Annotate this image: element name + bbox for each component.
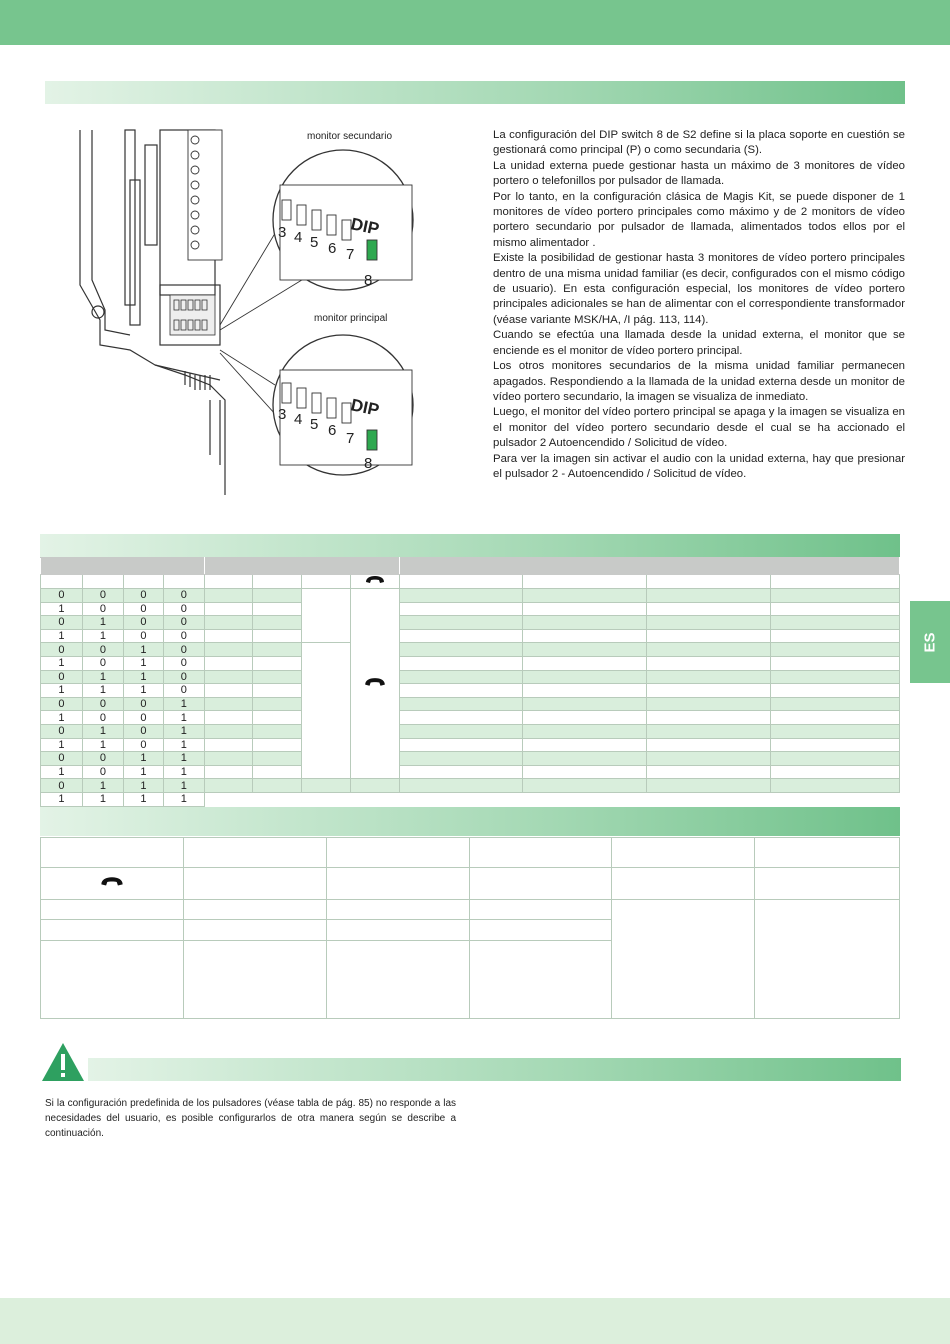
dip-value-cell: 0 [41,589,83,603]
dip-value-cell: 1 [163,738,204,752]
dip-value-cell: 1 [163,724,204,738]
table-row [41,684,900,698]
dip-value-cell: 0 [123,738,163,752]
table-header-row [41,558,900,575]
table-row [41,629,900,643]
table-subheader-row [41,575,900,589]
dip-value-cell: 1 [123,765,163,779]
dip-value-cell: 1 [163,711,204,725]
paragraph: Luego, el monitor del vídeo portero principal se apaga y la imagen se visualiza en el monitor del vídeo portero secundario desde el cual se ha accionado el pulsador 2 Autoencendido / Solicitud de vídeo. [493,406,905,450]
dip-value-cell: 0 [123,589,163,603]
dip-value-cell: 0 [41,779,83,793]
dip-value-cell: 0 [41,643,83,657]
dip-value-cell: 1 [41,738,83,752]
dip-value-cell: 0 [123,697,163,711]
svg-text:7: 7 [346,246,355,263]
dip-value-cell: 0 [163,589,204,603]
dip-value-cell: 1 [123,670,163,684]
dip-value-cell: 1 [41,629,83,643]
dip-value-cell: 1 [82,779,123,793]
dip-value-cell: 1 [163,697,204,711]
section-bar-table [40,534,900,557]
dip-value-cell: 1 [41,602,83,616]
table-row [41,724,900,738]
phone-handset-icon [364,575,386,585]
dip-value-cell: 0 [82,752,123,766]
dip-value-cell: 1 [163,792,204,806]
dip-value-cell: 0 [41,752,83,766]
caption-monitor-secundario: monitor secundario [307,131,393,142]
table-row [41,656,900,670]
paragraph: Por lo tanto, en la configuración clásica de Magis Kit, se puede disponer de 1 monitores de vídeo portero principales como máximo y de 2 monitors de vídeo portero secundario por pulsador de llamada, alimentados todos ellos por el mismo alimentador . [493,190,905,249]
dip-value-cell: 1 [123,684,163,698]
dip-value-cell: 1 [163,752,204,766]
table-row [41,711,900,725]
dip-value-cell: 1 [123,656,163,670]
dip-value-cell: 0 [163,602,204,616]
dip-value-cell: 0 [123,629,163,643]
table-row [41,792,900,806]
dip-value-cell: 0 [41,616,83,630]
warning-triangle-icon [40,1041,86,1083]
dip-value-cell: 0 [82,711,123,725]
table-row [41,670,900,684]
dip-value-cell: 1 [41,684,83,698]
dip-value-cell: 0 [163,643,204,657]
paragraph: Existe la posibilidad de gestionar hasta 3 monitores de vídeo portero principales dentro de una misma unidad familiar (es decir, configurados con el mismo código de usuario). En esta configuración especial, los monitores de vídeo portero principales adicionales se han de alimentar con el correspondiente transformador (véase variante MSK/HA, /I pág. 113, 114). [493,252,905,326]
table-row [41,589,900,603]
table-row [41,643,900,657]
dip-value-cell: 0 [82,697,123,711]
dip-value-cell: 1 [123,643,163,657]
dip-value-cell: 0 [163,629,204,643]
dip-label-upper: DIP [349,214,381,239]
dip-value-cell: 0 [41,697,83,711]
dip-value-cell: 1 [123,752,163,766]
dip-value-cell: 1 [41,711,83,725]
dip-value-cell: 0 [82,602,123,616]
table-row [41,616,900,630]
dip-value-cell: 1 [123,779,163,793]
dip-value-cell: 1 [82,616,123,630]
table-row [41,738,900,752]
dip-value-cell: 0 [123,724,163,738]
paragraph: La unidad externa puede gestionar hasta un máximo de 3 monitores de vídeo portero o telefonillos por pulsador de llamada. [493,159,905,188]
dip-value-cell: 1 [41,792,83,806]
caption-monitor-principal: monitor principal [314,313,388,324]
svg-text:8: 8 [364,455,373,472]
dip-value-cell: 1 [82,724,123,738]
svg-text:7: 7 [346,430,355,447]
dip-value-cell: 0 [123,711,163,725]
dip-value-cell: 1 [82,684,123,698]
dip-label-lower: DIP [349,395,381,420]
dip-value-cell: 1 [41,656,83,670]
svg-text:3: 3 [278,224,287,241]
dip-value-cell: 0 [82,765,123,779]
table-row [41,779,900,793]
body-text [493,128,905,482]
language-tab-es[interactable] [910,601,950,683]
paragraph: La configuración del DIP switch 8 de S2 define si la placa soporte en cuestión se gestionará como principal (P) o como secundaria (S). [493,129,905,157]
phone-handset-icon [363,677,387,688]
dip-value-cell: 0 [123,616,163,630]
svg-text:5: 5 [310,234,319,251]
top-header-bar [0,0,950,45]
dip-switch-diagram [60,125,490,495]
paragraph: Para ver la imagen sin activar el audio con la unidad externa, hay que presionar el pulsador 2 - Autoencendido / Solicitud de vídeo. [493,452,905,480]
dip-value-cell: 0 [82,589,123,603]
svg-text:4: 4 [294,229,303,246]
svg-text:6: 6 [328,422,337,439]
svg-text:5: 5 [310,416,319,433]
dip-value-cell: 1 [82,670,123,684]
paragraph: Los otros monitores secundarios de la misma unidad familiar permanecen apagados. Respondiendo a la llamada de la unidad externa desde un monitor de vídeo portero secundario, la imagen se visualiza de inmediato. [493,360,905,403]
language-tab-label: ES [921,631,939,653]
dip-config-table [40,557,900,807]
paragraph: Cuando se efectúa una llamada desde la unidad externa, el monitor que se enciende es el monitor de vídeo portero principal. [493,329,905,357]
table-row [41,697,900,711]
dip-value-cell: 0 [163,616,204,630]
dip-value-cell: 1 [163,779,204,793]
dip-value-cell: 0 [163,684,204,698]
svg-text:8: 8 [364,272,373,289]
dip-value-cell: 1 [163,765,204,779]
dip-value-cell: 1 [82,629,123,643]
section-bar-top [45,81,905,104]
svg-text:6: 6 [328,240,337,257]
dip-value-cell: 0 [163,670,204,684]
dip-value-cell: 0 [163,656,204,670]
table-row [41,752,900,766]
dip-value-cell: 0 [82,656,123,670]
table-row [41,602,900,616]
dip-value-cell: 1 [41,765,83,779]
dip-value-cell: 0 [41,670,83,684]
section-bar-table2 [40,807,900,836]
table-row [41,765,900,779]
dip-value-cell: 1 [123,792,163,806]
bottom-footer-bar [0,1298,950,1344]
dip-value-cell: 0 [41,724,83,738]
svg-text:3: 3 [278,406,287,423]
button-config-table [40,837,900,1019]
dip-value-cell: 0 [123,602,163,616]
svg-text:4: 4 [294,411,303,428]
section-bar-warning [88,1058,901,1081]
phone-handset-icon [99,876,125,888]
dip-value-cell: 0 [82,643,123,657]
warning-text: Si la configuración predefinida de los pulsadores (véase tabla de pág. 85) no responde a las necesidades del usuario, es posible configurarlos de otra manera según se describe a continuación. [45,1098,456,1139]
dip-value-cell: 1 [82,738,123,752]
dip-value-cell: 1 [82,792,123,806]
